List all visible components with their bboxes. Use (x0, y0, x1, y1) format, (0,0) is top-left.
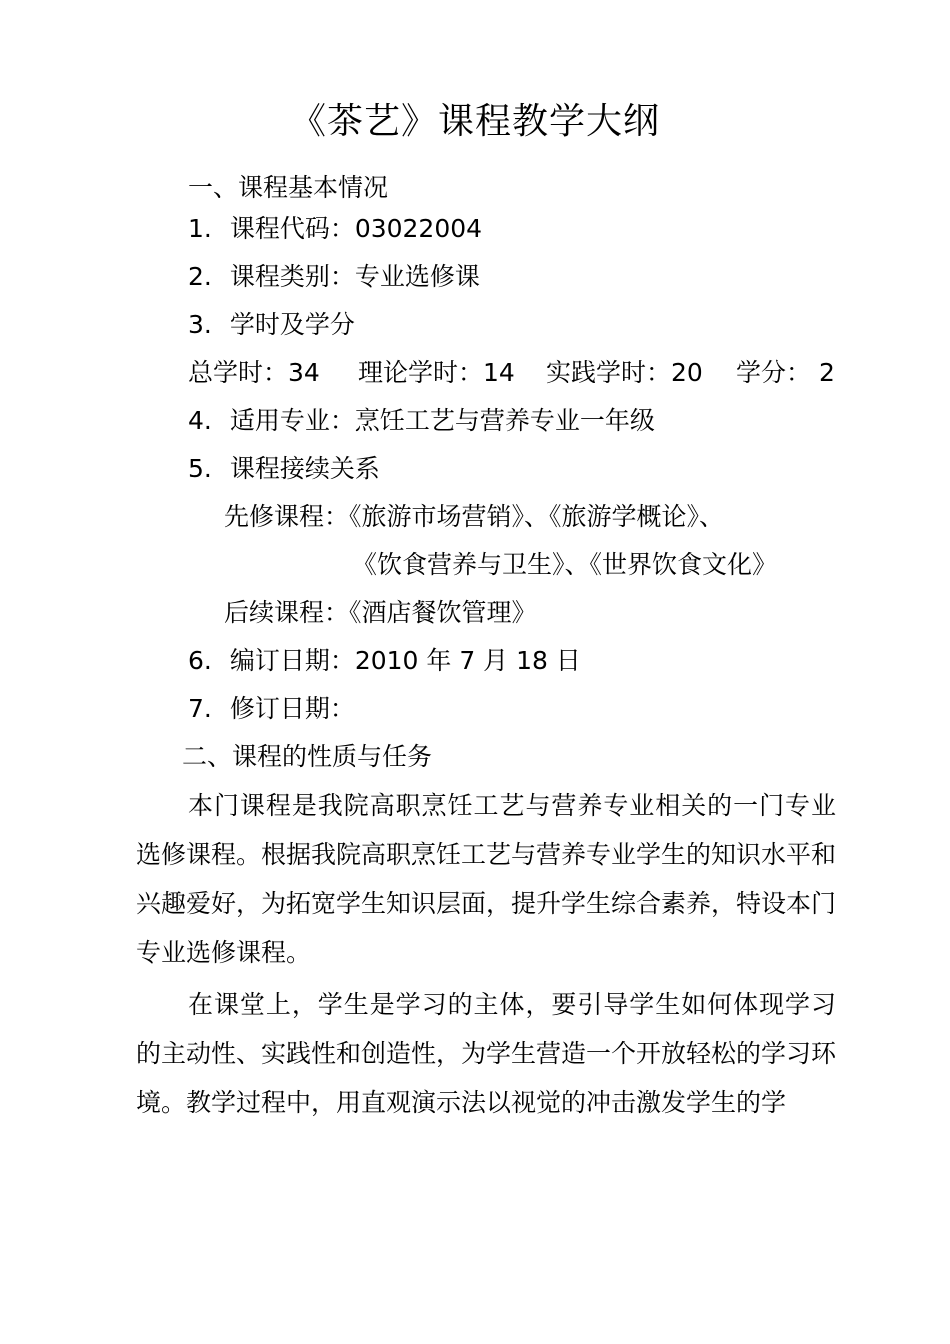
list-item-revision-date (188, 691, 355, 727)
hours-credits-heading: 学时及学分 (229, 310, 355, 339)
prerequisite-courses-line1: 先修课程：《旅游市场营销》、《旅游学概论》、 (224, 502, 725, 531)
paragraph-course-nature: 本门课程是我院高职烹饪工艺与营养专业相关的一门专业选修课程。根据我院高职烹饪工艺与营养专业学生的知识水平和兴趣爱好，为拓宽学生知识层面，提升学生综合素养，特设本门专业选修课程。 (136, 791, 837, 967)
list-number: 4. (188, 406, 212, 435)
practice-hours: 实践学时：20 (546, 358, 703, 387)
list-number: 2. (188, 262, 212, 291)
revision-date-text: 修订日期： (229, 694, 355, 723)
list-number: 6. (188, 646, 212, 675)
list-number: 7. (188, 694, 212, 723)
paragraph-teaching-approach: 在课堂上，学生是学习的主体，要引导学生如何体现学习的主动性、实践性和创造性，为学生营造一个开放轻松的学习环境。教学过程中，用直观演示法以视觉的冲击激发学生的学 (136, 990, 837, 1117)
list-item-course-category (188, 259, 480, 295)
credits: 学分： 2 (736, 358, 835, 387)
prerequisite-courses-line2: 《饮食营养与卫生》、《世界饮食文化》 (352, 550, 778, 579)
list-item-course-relations (188, 451, 380, 487)
applicable-major-text: 适用专业：烹饪工艺与营养专业一年级 (229, 406, 655, 435)
list-item-applicable-major (188, 403, 655, 439)
list-item-course-code (188, 211, 482, 247)
course-code-text: 课程代码：03022004 (229, 214, 483, 243)
document-title: 《茶艺》课程教学大纲 (289, 101, 660, 142)
theory-hours: 理论学时：14 (358, 358, 515, 387)
section-heading-basic-info: 一、课程基本情况 (188, 173, 389, 202)
list-number: 3. (188, 310, 212, 339)
hours-row (188, 355, 848, 391)
section-heading-nature-tasks: 二、课程的性质与任务 (182, 742, 433, 771)
total-hours: 总学时：34 (188, 358, 320, 387)
list-item-compile-date (188, 643, 581, 679)
course-category-text: 课程类别：专业选修课 (229, 262, 480, 291)
follow-up-courses: 后续课程：《酒店餐饮管理》 (224, 598, 537, 627)
list-item-hours-credits (188, 307, 355, 343)
compile-date-text: 编订日期：2010 年 7 月 18 日 (229, 646, 581, 675)
course-relations-text: 课程接续关系 (229, 454, 380, 483)
list-number: 1. (188, 214, 212, 243)
list-number: 5. (188, 454, 212, 483)
